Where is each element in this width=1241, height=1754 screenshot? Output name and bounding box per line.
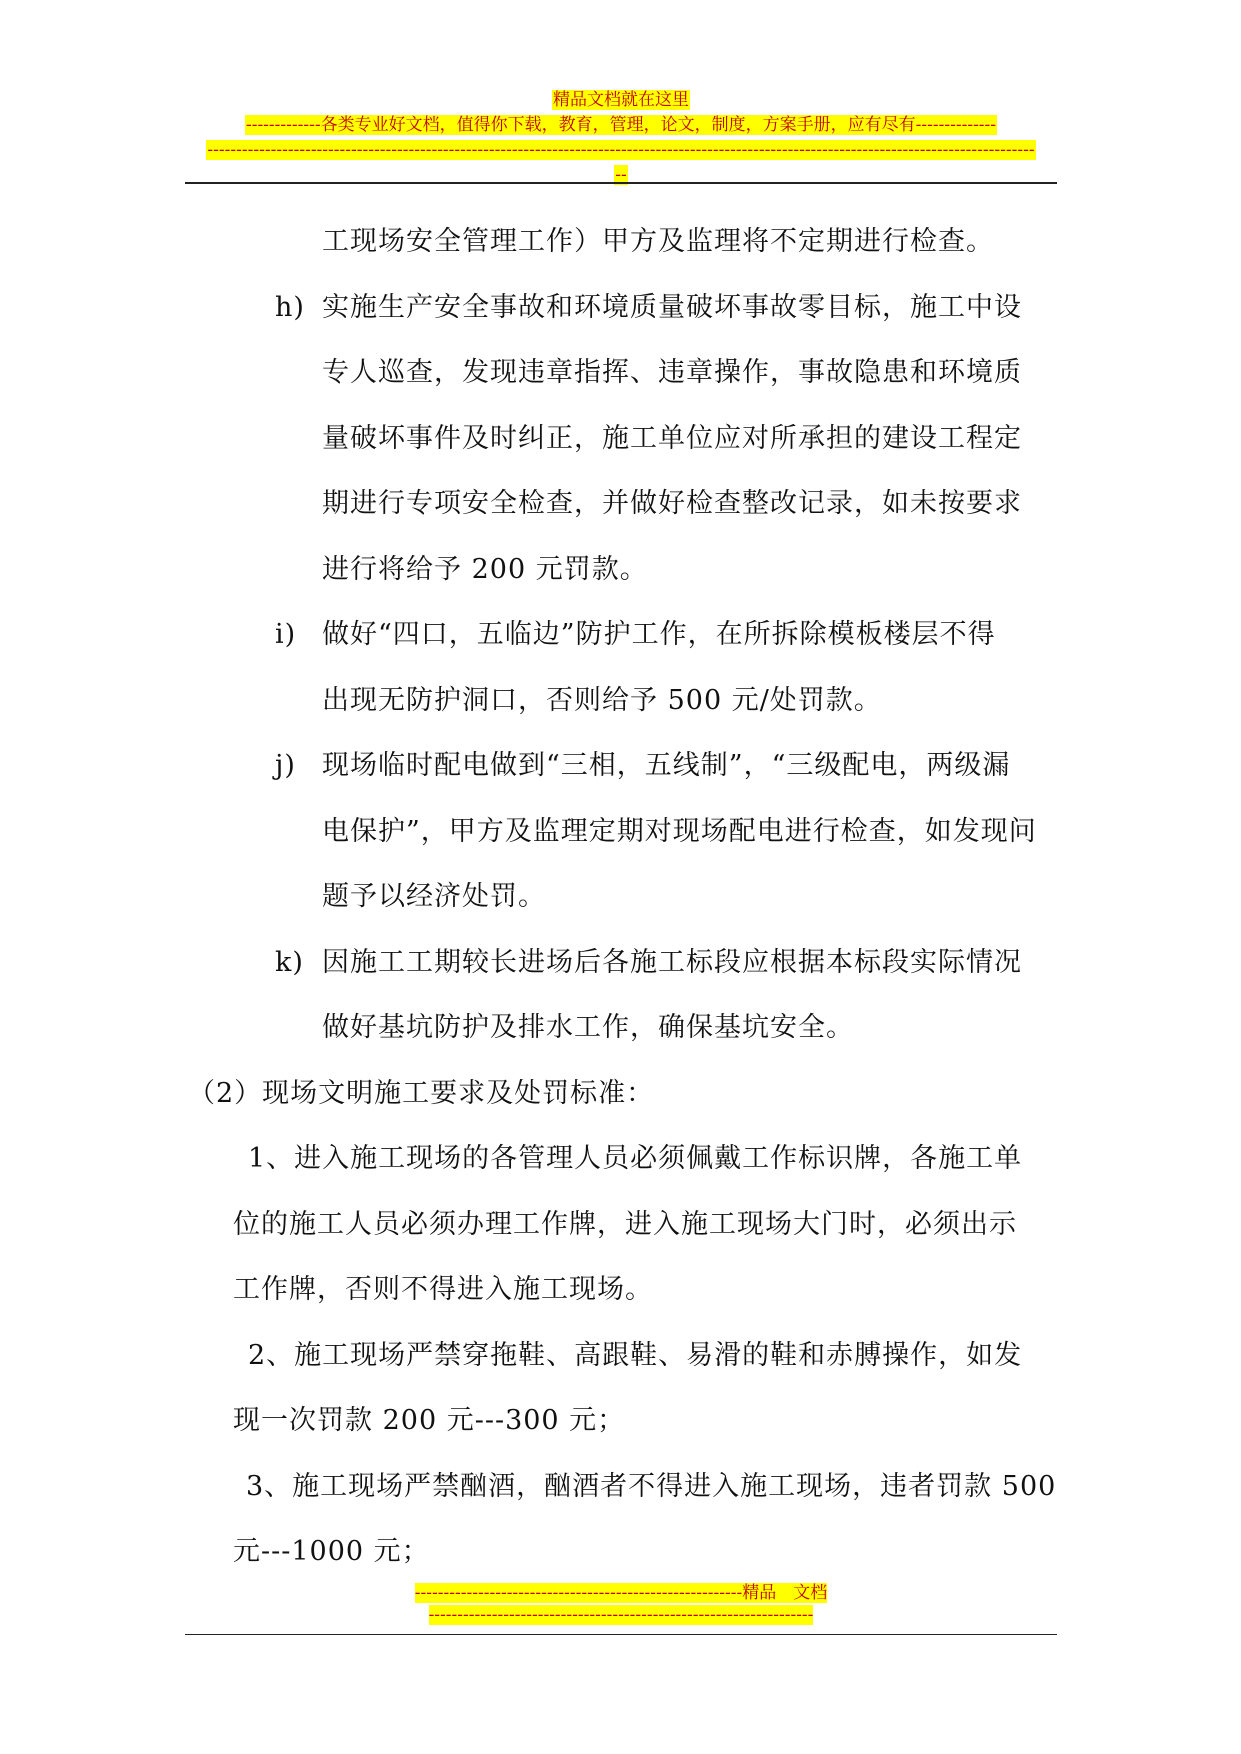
- section-2-heading: （2）现场文明施工要求及处罚标准：: [188, 1078, 655, 1109]
- item-j-line-3: 题予以经济处罚。: [322, 881, 546, 912]
- item-j-line-2: 电保护”，甲方及监理定期对现场配电进行检查，如发现问: [322, 816, 1037, 847]
- para-1-line-1: 1、进入施工现场的各管理人员必须佩戴工作标识牌，各施工单: [248, 1143, 1023, 1174]
- item-g-continuation: 工现场安全管理工作）甲方及监理将不定期进行检查。: [322, 226, 994, 257]
- footer-label: ---------------------------------------------------------精品 文档: [414, 1583, 828, 1603]
- footer-line-2: [185, 1604, 1057, 1626]
- para-3-line-2: 元---1000 元；: [233, 1536, 430, 1567]
- para-1-line-2: 位的施工人员必须办理工作牌，进入施工现场大门时，必须出示: [233, 1209, 1017, 1240]
- item-h-line-2: 专人巡查，发现违章指挥、违章操作，事故隐患和环境质: [322, 357, 1022, 388]
- item-i-line-1: 做好“四口，五临边”防护工作，在所拆除模板楼层不得: [322, 619, 996, 650]
- item-i-line-2: 出现无防护洞口，否则给予 500 元/处罚款。: [322, 685, 882, 716]
- header-dashes-tail: --: [615, 165, 627, 185]
- item-h-line-3: 量破坏事件及时纠正，施工单位应对所承担的建设工程定: [322, 423, 1022, 454]
- header-dashes: ------------------------------------------------------------------------------------------------------------------------------------------------: [207, 140, 1035, 160]
- header-slogan-line: [185, 113, 1057, 138]
- header-dash-tail-line: [185, 163, 1057, 188]
- item-j-line-1: 现场临时配电做到“三相，五线制”，“三级配电，两级漏: [322, 750, 1011, 781]
- header-dash-line: [185, 138, 1057, 163]
- header-title: 精品文档就在这里: [553, 90, 689, 110]
- para-1-line-3: 工作牌，否则不得进入施工现场。: [233, 1274, 653, 1305]
- page-header-banner: [185, 88, 1057, 188]
- item-h-line-1: 实施生产安全事故和环境质量破坏事故零目标，施工中设: [322, 292, 1022, 323]
- header-title-line: [185, 88, 1057, 113]
- para-3-line-1: 3、施工现场严禁酗酒，酗酒者不得进入施工现场，违者罚款 500: [246, 1471, 1057, 1502]
- item-h-line-4: 期进行专项安全检查，并做好检查整改记录，如未按要求: [322, 488, 1022, 519]
- item-h-marker: h): [275, 292, 305, 323]
- item-k-marker: k): [275, 947, 304, 978]
- page-footer-banner: [185, 1582, 1057, 1626]
- header-slogan: -------------各类专业好文档，值得你下载，教育，管理，论文，制度，方案手册，应有尽有--------------: [245, 115, 997, 135]
- para-2-line-2: 现一次罚款 200 元---300 元；: [233, 1405, 626, 1436]
- item-k-line-1: 因施工工期较长进场后各施工标段应根据本标段实际情况: [322, 947, 1022, 978]
- footer-divider: [185, 1634, 1057, 1635]
- footer-line-1: [185, 1582, 1057, 1604]
- item-k-line-2: 做好基坑防护及排水工作，确保基坑安全。: [322, 1012, 854, 1043]
- footer-dashes: -------------------------------------------------------------------: [428, 1605, 814, 1625]
- item-j-marker: j): [275, 750, 296, 781]
- para-2-line-1: 2、施工现场严禁穿拖鞋、高跟鞋、易滑的鞋和赤膊操作，如发: [248, 1340, 1023, 1371]
- item-h-line-5: 进行将给予 200 元罚款。: [322, 554, 648, 585]
- item-i-marker: i): [275, 619, 297, 650]
- header-divider: [185, 182, 1057, 184]
